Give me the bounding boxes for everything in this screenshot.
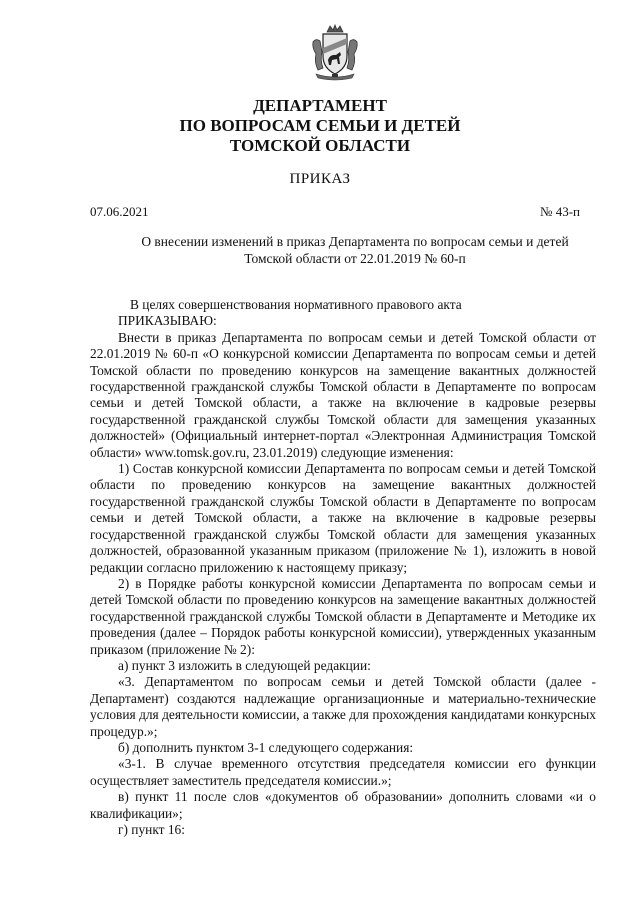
- subject-line-2: Томской области от 22.01.2019 № 60-п: [244, 250, 466, 266]
- doc-date: 07.06.2021: [90, 204, 149, 219]
- paragraph: б) дополнить пунктом 3-1 следующего содержания:: [118, 739, 414, 755]
- coat-of-arms-icon: [310, 24, 360, 82]
- doc-body: [90, 297, 596, 838]
- paragraph: 1) Состав конкурсной комиссии Департамента по вопросам семьи и детей Томской области по проведению конкурсов на замещение вакантных должностей государственной гражданской службы Томской области в Департаменте по вопросам семьи и детей Томской области, а также на включение в кадровые резервы государственной гражданской службы Томской области для замещения указанных должностей, образованной указанным приказом (приложение № 1), изложить в новой редакции согласно приложению к настоящему приказу;: [90, 461, 596, 575]
- department-line-2: ПО ВОПРОСАМ СЕМЬИ И ДЕТЕЙ: [179, 116, 461, 135]
- department-name: [0, 96, 640, 156]
- paragraph: «3. Департаментом по вопросам семьи и детей Томской области (далее - Департамент) создаются надлежащие организационные и материально-технические условия для деятельности комиссии, а также для прохождения кандидатами конкурсных процедур.»;: [90, 674, 596, 739]
- subject-line-1: О внесении изменений в приказ Департамента по вопросам семьи и детей: [141, 234, 569, 249]
- paragraph: Внести в приказ Департамента по вопросам семьи и детей Томской области от 22.01.2019 № 60-п «О конкурсной комиссии Департамента по вопросам семьи и детей Томской области по проведению конкурсов на замещение вакантных должностей государственной гражданской службы Томской области в Департаменте по вопросам семьи и детей Томской области, а также на включение в кадровые резервы государственной гражданской службы Томской области для замещения указанных должностей» (Официальный интернет-портал «Электронная Администрация Томской области» www.tomsk.gov.ru, 23.01.2019) следующие изменения:: [90, 329, 596, 460]
- paragraph: 2) в Порядке работы конкурсной комиссии Департамента по вопросам семьи и детей Томской области по проведению конкурсов на замещение вакантных должностей государственной гражданской службы Томской области в Департаменте и Методике их проведения (далее – Порядок работы конкурсной комиссии), утвержденных указанным приказом (приложение № 2):: [90, 575, 596, 657]
- doc-subject: [120, 234, 590, 267]
- paragraph: а) пункт 3 изложить в следующей редакции:: [118, 657, 371, 673]
- department-line-3: ТОМСКОЙ ОБЛАСТИ: [229, 136, 411, 155]
- paragraph: В целях совершенствования нормативного правового акта: [130, 297, 462, 312]
- paragraph: ПРИКАЗЫВАЮ:: [118, 313, 217, 329]
- paragraph: г) пункт 16:: [118, 822, 185, 837]
- department-line-1: ДЕПАРТАМЕНТ: [253, 96, 387, 115]
- doc-type-title: ПРИКАЗ: [289, 171, 351, 187]
- doc-number: № 43-п: [540, 204, 580, 219]
- paragraph: в) пункт 11 после слов «документов об образовании» дополнить словами «и о квалификации»;: [90, 789, 596, 821]
- paragraph: «3-1. В случае временного отсутствия председателя комиссии его функции осуществляет заместитель председателя комиссии.»;: [90, 756, 596, 788]
